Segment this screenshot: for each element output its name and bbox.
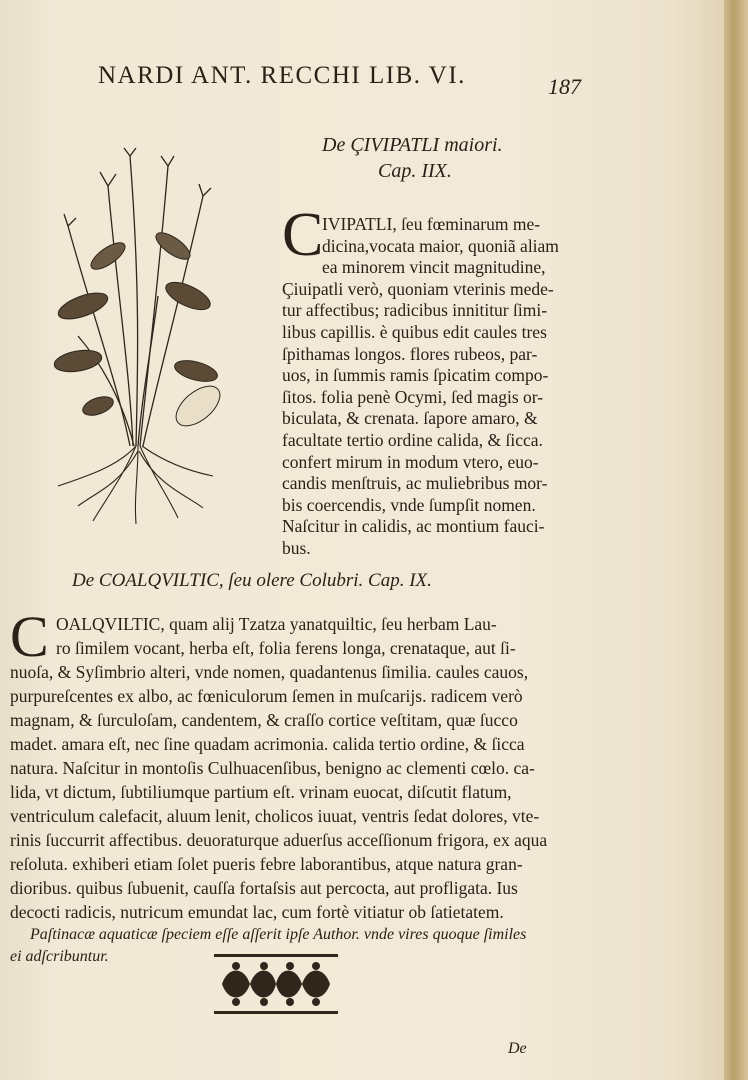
text-line: purpureſcentes ex albo, ac fœniculorum ſemen in muſcarijs. radicem verò (10, 686, 523, 706)
text-line: Çiuipatli verò, quoniam vterinis mede- (282, 278, 554, 299)
text-line: natura. Naſcitur in montoſis Culhuacenſibus, benigno ac clementi cœlo. ca- (10, 758, 535, 778)
text-line: lida, vt dictum, ſubtiliumque partium eſt. vrinam euocat, diſcutit flatum, (10, 782, 512, 802)
printers-ornament (214, 952, 338, 1016)
text-line: OALQVILTIC, quam alij Tzatza yanatquiltic, ſeu herbam Lau- (56, 614, 497, 634)
text-line: IVIPATLI, ſeu fœminarum me- (322, 214, 541, 234)
text-line: ſitos. folia penè Ocymi, ſed magis or- (282, 386, 544, 407)
text-line: uos, in ſummis ramis ſpicatim compo- (282, 365, 549, 386)
text-line: biculata, & crenata. ſapore amaro, & (282, 408, 538, 429)
text-line: confert mirum in modum vtero, euo- (282, 451, 539, 472)
text-line: Naſcitur in calidis, ac montium fauci- (282, 516, 545, 537)
text-line: ventriculum calefacit, aluum lenit, cholicos iuuat, ventris ſedat dolores, vte- (10, 806, 540, 826)
text-line: facultate tertio ordine calida, & ſicca. (282, 430, 543, 450)
page-edge (724, 0, 748, 1080)
text-line: decocti radicis, nutricum emundat lac, cum fortè vitiatur ob ſatietatem. (10, 902, 504, 922)
text-line: reſoluta. exhiberi etiam ſolet pueris febre laborantibus, atque natura gran- (10, 854, 523, 874)
text-line: tur affectibus; radicibus innititur ſimi- (282, 300, 548, 321)
text-line: rinis ſuccurrit affectibus. deuoraturque aduerſus acceſſionum frigora, ex aqua (10, 830, 548, 850)
page-number: 187 (548, 74, 581, 99)
text-line: magnam, & ſurculoſam, candentem, & craſſo cortice veſtitam, quæ ſucco (10, 710, 518, 730)
drop-cap-initial: C (10, 604, 49, 669)
running-head: NARDI ANT. RECCHI LIB. VI. (98, 62, 466, 89)
annotation-line: Paſtinacæ aquaticæ ſpeciem eſſe aſſerit ipſe Author. vnde vires quoque ſimiles (30, 926, 527, 943)
chapter-heading: De COALQVILTIC, ſeu olere Colubri. Cap. IX. (72, 570, 432, 591)
text-line: dioribus. quibus ſubuenit, cauſſa fortaſsis aut percocta, aut profligata. Ius (10, 878, 518, 898)
text-line: dicina,vocata maior, quoniã aliam (322, 235, 559, 256)
annotation-line: ei adſcribuntur. (10, 948, 109, 965)
drop-cap-initial: C (282, 201, 324, 269)
text-line: nuoſa, & Syſimbrio alteri, vnde nomen, quadantenus ſimilia. caules cauos, (10, 662, 529, 682)
catchword: De (508, 1040, 527, 1057)
chapter-heading: De ÇIVIPATLI maiori. (322, 134, 503, 156)
text-line: ea minorem vincit magnitudine, (322, 257, 546, 278)
text-line: ſpithamas longos. flores rubeos, par- (282, 343, 538, 364)
text-line: candis menſtruis, ac muliebribus mor- (282, 473, 548, 494)
text-line: bus. (282, 538, 311, 558)
text-line: ro ſimilem vocant, herba eſt, folia ferens longa, crenataque, aut ſi- (56, 638, 516, 658)
chapter-number: Cap. IIX. (378, 160, 452, 182)
text-line: libus capillis. è quibus edit caules tres (282, 322, 547, 342)
text-line: madet. amara eſt, nec ſine quadam acrimonia. calida tertio ordine, & ſicca (10, 734, 525, 754)
text-line: bis coercendis, vnde ſumpſit nomen. (282, 494, 536, 515)
plant-woodcut-illustration (38, 146, 238, 526)
